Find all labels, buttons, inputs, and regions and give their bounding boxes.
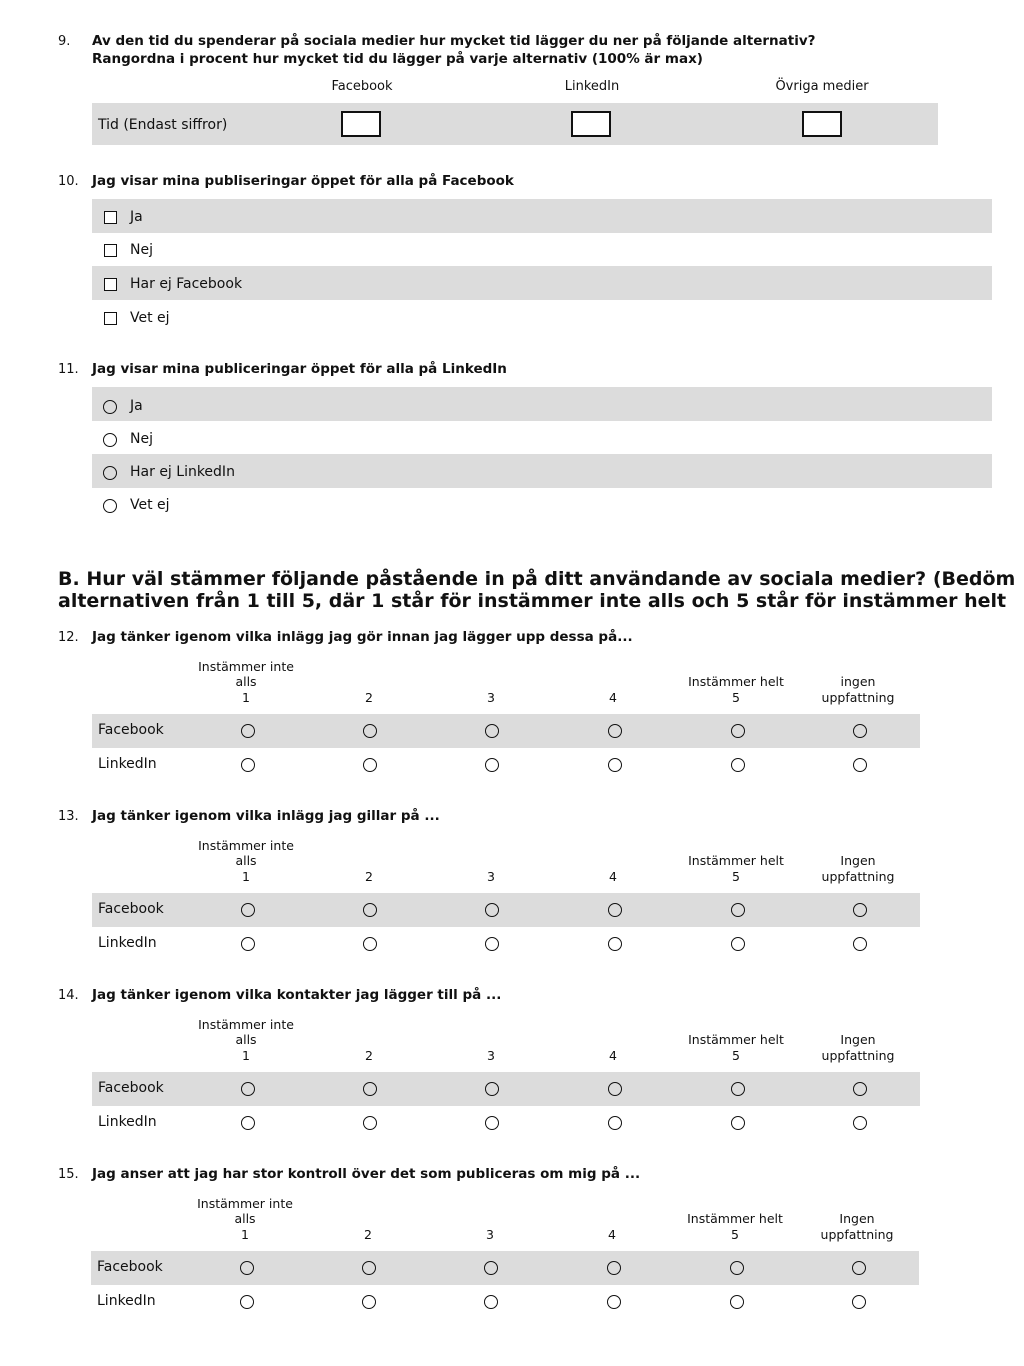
q11-radio-vet-ej[interactable]	[103, 499, 117, 513]
q13-linkedin-radio-ingen-uppfattning[interactable]	[853, 937, 867, 951]
q14-facebook-radio-1[interactable]	[241, 1082, 255, 1096]
q15-number: 15.	[58, 1167, 79, 1182]
q10-option-nej: Nej	[130, 242, 153, 258]
q10-option-ja: Ja	[130, 209, 143, 225]
q11-option-nej: Nej	[130, 431, 153, 447]
q15-row-label-linkedin: LinkedIn	[97, 1293, 156, 1309]
q12-facebook-radio-4[interactable]	[608, 724, 622, 738]
q9-question-line1: Av den tid du spenderar på sociala medier hur mycket tid lägger du ner på följande alternativ?	[92, 33, 816, 49]
q12-linkedin-radio-3[interactable]	[485, 758, 499, 772]
q15-header-col2: 2	[364, 1227, 372, 1242]
q9-col-ovriga: Övriga medier	[775, 79, 869, 94]
q12-facebook-radio-ingen-uppfattning[interactable]	[853, 724, 867, 738]
q9-number: 9.	[58, 34, 71, 49]
q13-header-none-line2: uppfattning	[821, 869, 895, 884]
q12-header-none-line2: uppfattning	[821, 690, 895, 705]
q14-facebook-radio-ingen-uppfattning[interactable]	[853, 1082, 867, 1096]
q13-header-col4: 4	[609, 869, 617, 884]
q13-linkedin-radio-1[interactable]	[241, 937, 255, 951]
q13-header-col5-line2: 5	[732, 869, 740, 884]
q15-linkedin-radio-ingen-uppfattning[interactable]	[852, 1295, 866, 1309]
q15-header-col5-line1: Instämmer helt	[687, 1211, 783, 1226]
q14-linkedin-radio-3[interactable]	[485, 1116, 499, 1130]
q13-header-col1-line2: alls	[235, 853, 257, 868]
q11-radio-ja[interactable]	[103, 400, 117, 414]
q12-header-col3: 3	[487, 690, 495, 705]
q15-linkedin-radio-1[interactable]	[240, 1295, 254, 1309]
q14-header-col3: 3	[487, 1048, 495, 1063]
q11-option-vet-ej: Vet ej	[130, 497, 170, 513]
q13-header-col3: 3	[487, 869, 495, 884]
q12-header-col2: 2	[365, 690, 373, 705]
q14-facebook-radio-5[interactable]	[731, 1082, 745, 1096]
q14-linkedin-radio-1[interactable]	[241, 1116, 255, 1130]
q15-question: Jag anser att jag har stor kontroll över det som publiceras om mig på ...	[92, 1166, 641, 1182]
q11-question: Jag visar mina publiceringar öppet för alla på LinkedIn	[92, 361, 507, 377]
q14-linkedin-radio-ingen-uppfattning[interactable]	[853, 1116, 867, 1130]
q15-header-col3: 3	[486, 1227, 494, 1242]
q13-row-label-linkedin: LinkedIn	[98, 935, 157, 951]
q11-radio-nej[interactable]	[103, 433, 117, 447]
q13-linkedin-radio-2[interactable]	[363, 937, 377, 951]
q13-number: 13.	[58, 809, 79, 824]
q12-facebook-radio-2[interactable]	[363, 724, 377, 738]
q13-facebook-radio-3[interactable]	[485, 903, 499, 917]
q13-question: Jag tänker igenom vilka inlägg jag gillar på ...	[92, 808, 440, 824]
q12-linkedin-radio-5[interactable]	[731, 758, 745, 772]
q15-facebook-radio-2[interactable]	[362, 1261, 376, 1275]
q12-facebook-radio-1[interactable]	[241, 724, 255, 738]
q12-facebook-radio-3[interactable]	[485, 724, 499, 738]
q15-facebook-radio-5[interactable]	[730, 1261, 744, 1275]
q15-header-none-line1: Ingen	[839, 1211, 875, 1226]
q15-facebook-radio-3[interactable]	[484, 1261, 498, 1275]
q14-linkedin-radio-2[interactable]	[363, 1116, 377, 1130]
q12-linkedin-radio-ingen-uppfattning[interactable]	[853, 758, 867, 772]
q15-linkedin-radio-3[interactable]	[484, 1295, 498, 1309]
q13-facebook-radio-2[interactable]	[363, 903, 377, 917]
q10-checkbox-ja[interactable]	[104, 211, 117, 224]
q10-option-vet-ej: Vet ej	[130, 310, 170, 326]
q12-linkedin-radio-2[interactable]	[363, 758, 377, 772]
q13-header-col1-line3: 1	[242, 869, 250, 884]
q15-facebook-radio-4[interactable]	[607, 1261, 621, 1275]
section-b-heading-line1: B. Hur väl stämmer följande påstående in på ditt användande av sociala medier? (Bedöm	[58, 568, 1016, 590]
q15-header-none-line2: uppfattning	[820, 1227, 894, 1242]
q12-header-col5-line1: Instämmer helt	[688, 674, 784, 689]
q12-header-none-line1: ingen	[840, 674, 876, 689]
q11-number: 11.	[58, 362, 79, 377]
q15-linkedin-radio-5[interactable]	[730, 1295, 744, 1309]
q11-band-1	[92, 387, 992, 421]
q9-question-line2: Rangordna i procent hur mycket tid du lägger på varje alternativ (100% är max)	[92, 51, 703, 67]
q9-ovriga-time-field[interactable]	[802, 111, 842, 137]
q12-facebook-radio-5[interactable]	[731, 724, 745, 738]
q13-facebook-radio-4[interactable]	[608, 903, 622, 917]
q10-checkbox-nej[interactable]	[104, 244, 117, 257]
q14-linkedin-radio-5[interactable]	[731, 1116, 745, 1130]
q13-row-label-facebook: Facebook	[98, 901, 164, 917]
q14-facebook-band	[92, 1072, 920, 1106]
q15-header-col5-line2: 5	[731, 1227, 739, 1242]
q14-row-label-facebook: Facebook	[98, 1080, 164, 1096]
q13-header-col5-line1: Instämmer helt	[688, 853, 784, 868]
q12-header-col5-line2: 5	[732, 690, 740, 705]
q9-facebook-time-field[interactable]	[341, 111, 381, 137]
q14-question: Jag tänker igenom vilka kontakter jag lägger till på ...	[92, 987, 502, 1003]
q9-linkedin-time-field[interactable]	[571, 111, 611, 137]
q15-facebook-radio-1[interactable]	[240, 1261, 254, 1275]
q13-linkedin-radio-4[interactable]	[608, 937, 622, 951]
q14-facebook-radio-2[interactable]	[363, 1082, 377, 1096]
q12-header-col4: 4	[609, 690, 617, 705]
q14-header-col1-line3: 1	[242, 1048, 250, 1063]
q13-linkedin-radio-5[interactable]	[731, 937, 745, 951]
q10-number: 10.	[58, 174, 79, 189]
q15-facebook-band	[91, 1251, 919, 1285]
q15-header-col1-line3: 1	[241, 1227, 249, 1242]
q13-header-none-line1: Ingen	[840, 853, 876, 868]
q14-facebook-radio-3[interactable]	[485, 1082, 499, 1096]
q14-header-none-line2: uppfattning	[821, 1048, 895, 1063]
q11-option-ja: Ja	[130, 398, 143, 414]
q11-radio-har-ej-linkedin[interactable]	[103, 466, 117, 480]
q12-header-col1-line3: 1	[242, 690, 250, 705]
q14-header-col4: 4	[609, 1048, 617, 1063]
q13-facebook-band	[92, 893, 920, 927]
q13-header-col1-line1: Instämmer inte	[198, 838, 294, 853]
q13-header-col2: 2	[365, 869, 373, 884]
q12-row-label-linkedin: LinkedIn	[98, 756, 157, 772]
q10-checkbox-har-ej-facebook[interactable]	[104, 278, 117, 291]
q12-row-label-facebook: Facebook	[98, 722, 164, 738]
q12-number: 12.	[58, 630, 79, 645]
q10-option-har-ej-facebook: Har ej Facebook	[130, 276, 243, 292]
q15-header-col1-line2: alls	[234, 1211, 256, 1226]
q14-header-col5-line1: Instämmer helt	[688, 1032, 784, 1047]
q14-header-none-line1: Ingen	[840, 1032, 876, 1047]
q14-linkedin-radio-4[interactable]	[608, 1116, 622, 1130]
q14-facebook-radio-4[interactable]	[608, 1082, 622, 1096]
q14-header-col1-line2: alls	[235, 1032, 257, 1047]
q13-linkedin-radio-3[interactable]	[485, 937, 499, 951]
q15-linkedin-radio-2[interactable]	[362, 1295, 376, 1309]
q14-header-col2: 2	[365, 1048, 373, 1063]
q14-number: 14.	[58, 988, 79, 1003]
q13-facebook-radio-5[interactable]	[731, 903, 745, 917]
q12-header-col1-line1: Instämmer inte	[198, 659, 294, 674]
q10-band-1	[92, 199, 992, 233]
q12-question: Jag tänker igenom vilka inlägg jag gör innan jag lägger upp dessa på...	[92, 629, 633, 645]
q14-row-label-linkedin: LinkedIn	[98, 1114, 157, 1130]
q11-option-har-ej-linkedin: Har ej LinkedIn	[130, 464, 235, 480]
q13-facebook-radio-ingen-uppfattning[interactable]	[853, 903, 867, 917]
q10-question: Jag visar mina publiseringar öppet för alla på Facebook	[92, 173, 514, 189]
q15-row-label-facebook: Facebook	[97, 1259, 163, 1275]
q15-header-col4: 4	[608, 1227, 616, 1242]
q12-linkedin-radio-4[interactable]	[608, 758, 622, 772]
q13-facebook-radio-1[interactable]	[241, 903, 255, 917]
q10-checkbox-vet-ej[interactable]	[104, 312, 117, 325]
q14-header-col1-line1: Instämmer inte	[198, 1017, 294, 1032]
q9-row-label: Tid (Endast siffror)	[98, 117, 228, 133]
q15-linkedin-radio-4[interactable]	[607, 1295, 621, 1309]
q9-col-linkedin: LinkedIn	[564, 79, 620, 94]
q12-header-col1-line2: alls	[235, 674, 257, 689]
q9-col-facebook: Facebook	[331, 79, 393, 94]
section-b-heading-line2: alternativen från 1 till 5, där 1 står för instämmer inte alls och 5 står för instämmer helt	[58, 590, 1007, 612]
q14-header-col5-line2: 5	[732, 1048, 740, 1063]
q15-header-col1-line1: Instämmer inte	[197, 1196, 293, 1211]
q15-facebook-radio-ingen-uppfattning[interactable]	[852, 1261, 866, 1275]
q12-facebook-band	[92, 714, 920, 748]
q12-linkedin-radio-1[interactable]	[241, 758, 255, 772]
